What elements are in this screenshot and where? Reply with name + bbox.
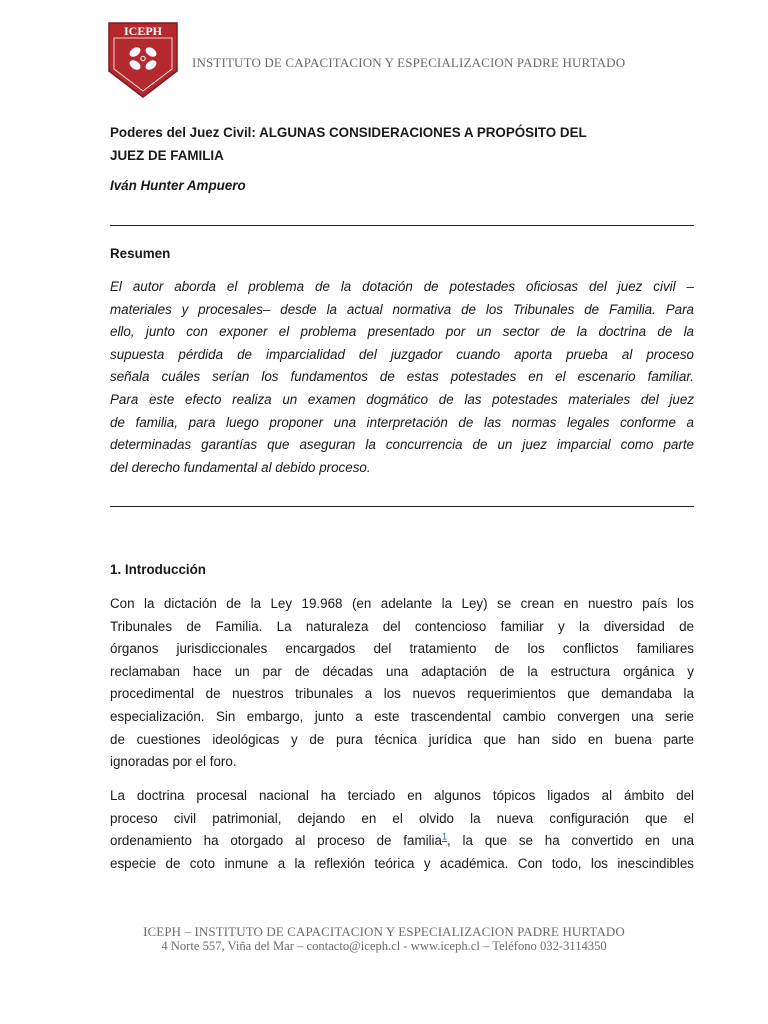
- intro-paragraph-1: [110, 593, 694, 774]
- text-line: El autor aborda el problema de la dotación de potestades oficiosas del juez civil –: [110, 279, 694, 294]
- text-line: supuesta pérdida de imparcialidad del juzgador cuando aporta prueba al proceso: [110, 346, 694, 362]
- text-line: Para este efecto realiza un examen dogmático de las potestades materiales del juez: [110, 391, 694, 407]
- article-title: [110, 121, 694, 167]
- text-line: reclamaban hace un par de décadas una adaptación de la estructura orgánica y: [110, 663, 694, 679]
- footer-institution: ICEPH – INSTITUTO DE CAPACITACION Y ESPECIALIZACION PADRE HURTADO: [143, 924, 625, 939]
- title-line: Poderes del Juez Civil: ALGUNAS CONSIDERACIONES A PROPÓSITO DEL: [110, 125, 587, 140]
- text-line: de familia, para luego proponer una interpretación de las normas legales conforme a: [110, 414, 694, 430]
- text-line: señala cuáles serían los fundamentos de estas potestades en el escenario familiar.: [110, 369, 694, 385]
- footnote-link[interactable]: 1: [441, 831, 447, 842]
- text-line: de cuestiones ideológicas y de pura técnica jurídica que han sido en buena parte: [110, 731, 694, 747]
- logo-text: ICEPH: [123, 24, 163, 38]
- text-line: Tribunales de Familia. La naturaleza del contencioso familiar y la diversidad de: [110, 618, 694, 634]
- text-line: procedimental de nuestros tribunales a los nuevos requerimientos que demandaba la: [110, 686, 694, 702]
- text-line: especie de coto inmune a la reflexión teórica y académica. Con todo, los inescindibles: [110, 855, 694, 871]
- text-line: La doctrina procesal nacional ha terciado en algunos tópicos ligados al ámbito del: [110, 788, 694, 803]
- divider: [110, 506, 694, 507]
- text-line: determinadas garantías que aseguran la concurrencia de un juez imparcial como parte: [110, 437, 694, 453]
- text-line: especialización. Sin embargo, junto a este trascendental cambio convergen una serie: [110, 708, 694, 724]
- text-line: órganos jurisdiccionales encargados del tratamiento de los conflictos familiares: [110, 641, 694, 657]
- iceph-logo: [106, 21, 180, 99]
- text-line: ignoradas por el foro.: [110, 754, 237, 770]
- text-line: [110, 830, 694, 853]
- text-line: Con la dictación de la Ley 19.968 (en adelante la Ley) se crean en nuestro país los: [110, 596, 694, 611]
- text-line: materiales y procesales– desde la actual normativa de los Tribunales de Familia. Para: [110, 301, 694, 317]
- footer-contact: 4 Norte 557, Viña del Mar – contacto@iceph.cl - www.iceph.cl – Teléfono 032-3114350: [161, 939, 607, 953]
- introduction-heading: 1. Introducción: [110, 562, 206, 577]
- text-segment: ordenamiento ha otorgado al proceso de familia: [110, 833, 442, 849]
- title-line: JUEZ DE FAMILIA: [110, 148, 224, 163]
- text-segment: , la que se ha convertido en una: [447, 833, 694, 849]
- text-line: ello, junto con exponer el problema presentado por un sector de la doctrina de la: [110, 324, 694, 340]
- institution-header: INSTITUTO DE CAPACITACION Y ESPECIALIZACION PADRE HURTADO: [192, 55, 626, 70]
- abstract-text: [110, 276, 694, 479]
- abstract-heading: Resumen: [110, 246, 171, 261]
- intro-paragraph-2: [110, 785, 694, 875]
- text-line: del derecho fundamental al debido proceso.: [110, 459, 371, 475]
- text-line: proceso civil patrimonial, dejando en el olvido la nueva configuración que el: [110, 810, 694, 826]
- article-author: Iván Hunter Ampuero: [110, 178, 246, 193]
- divider: [110, 225, 694, 226]
